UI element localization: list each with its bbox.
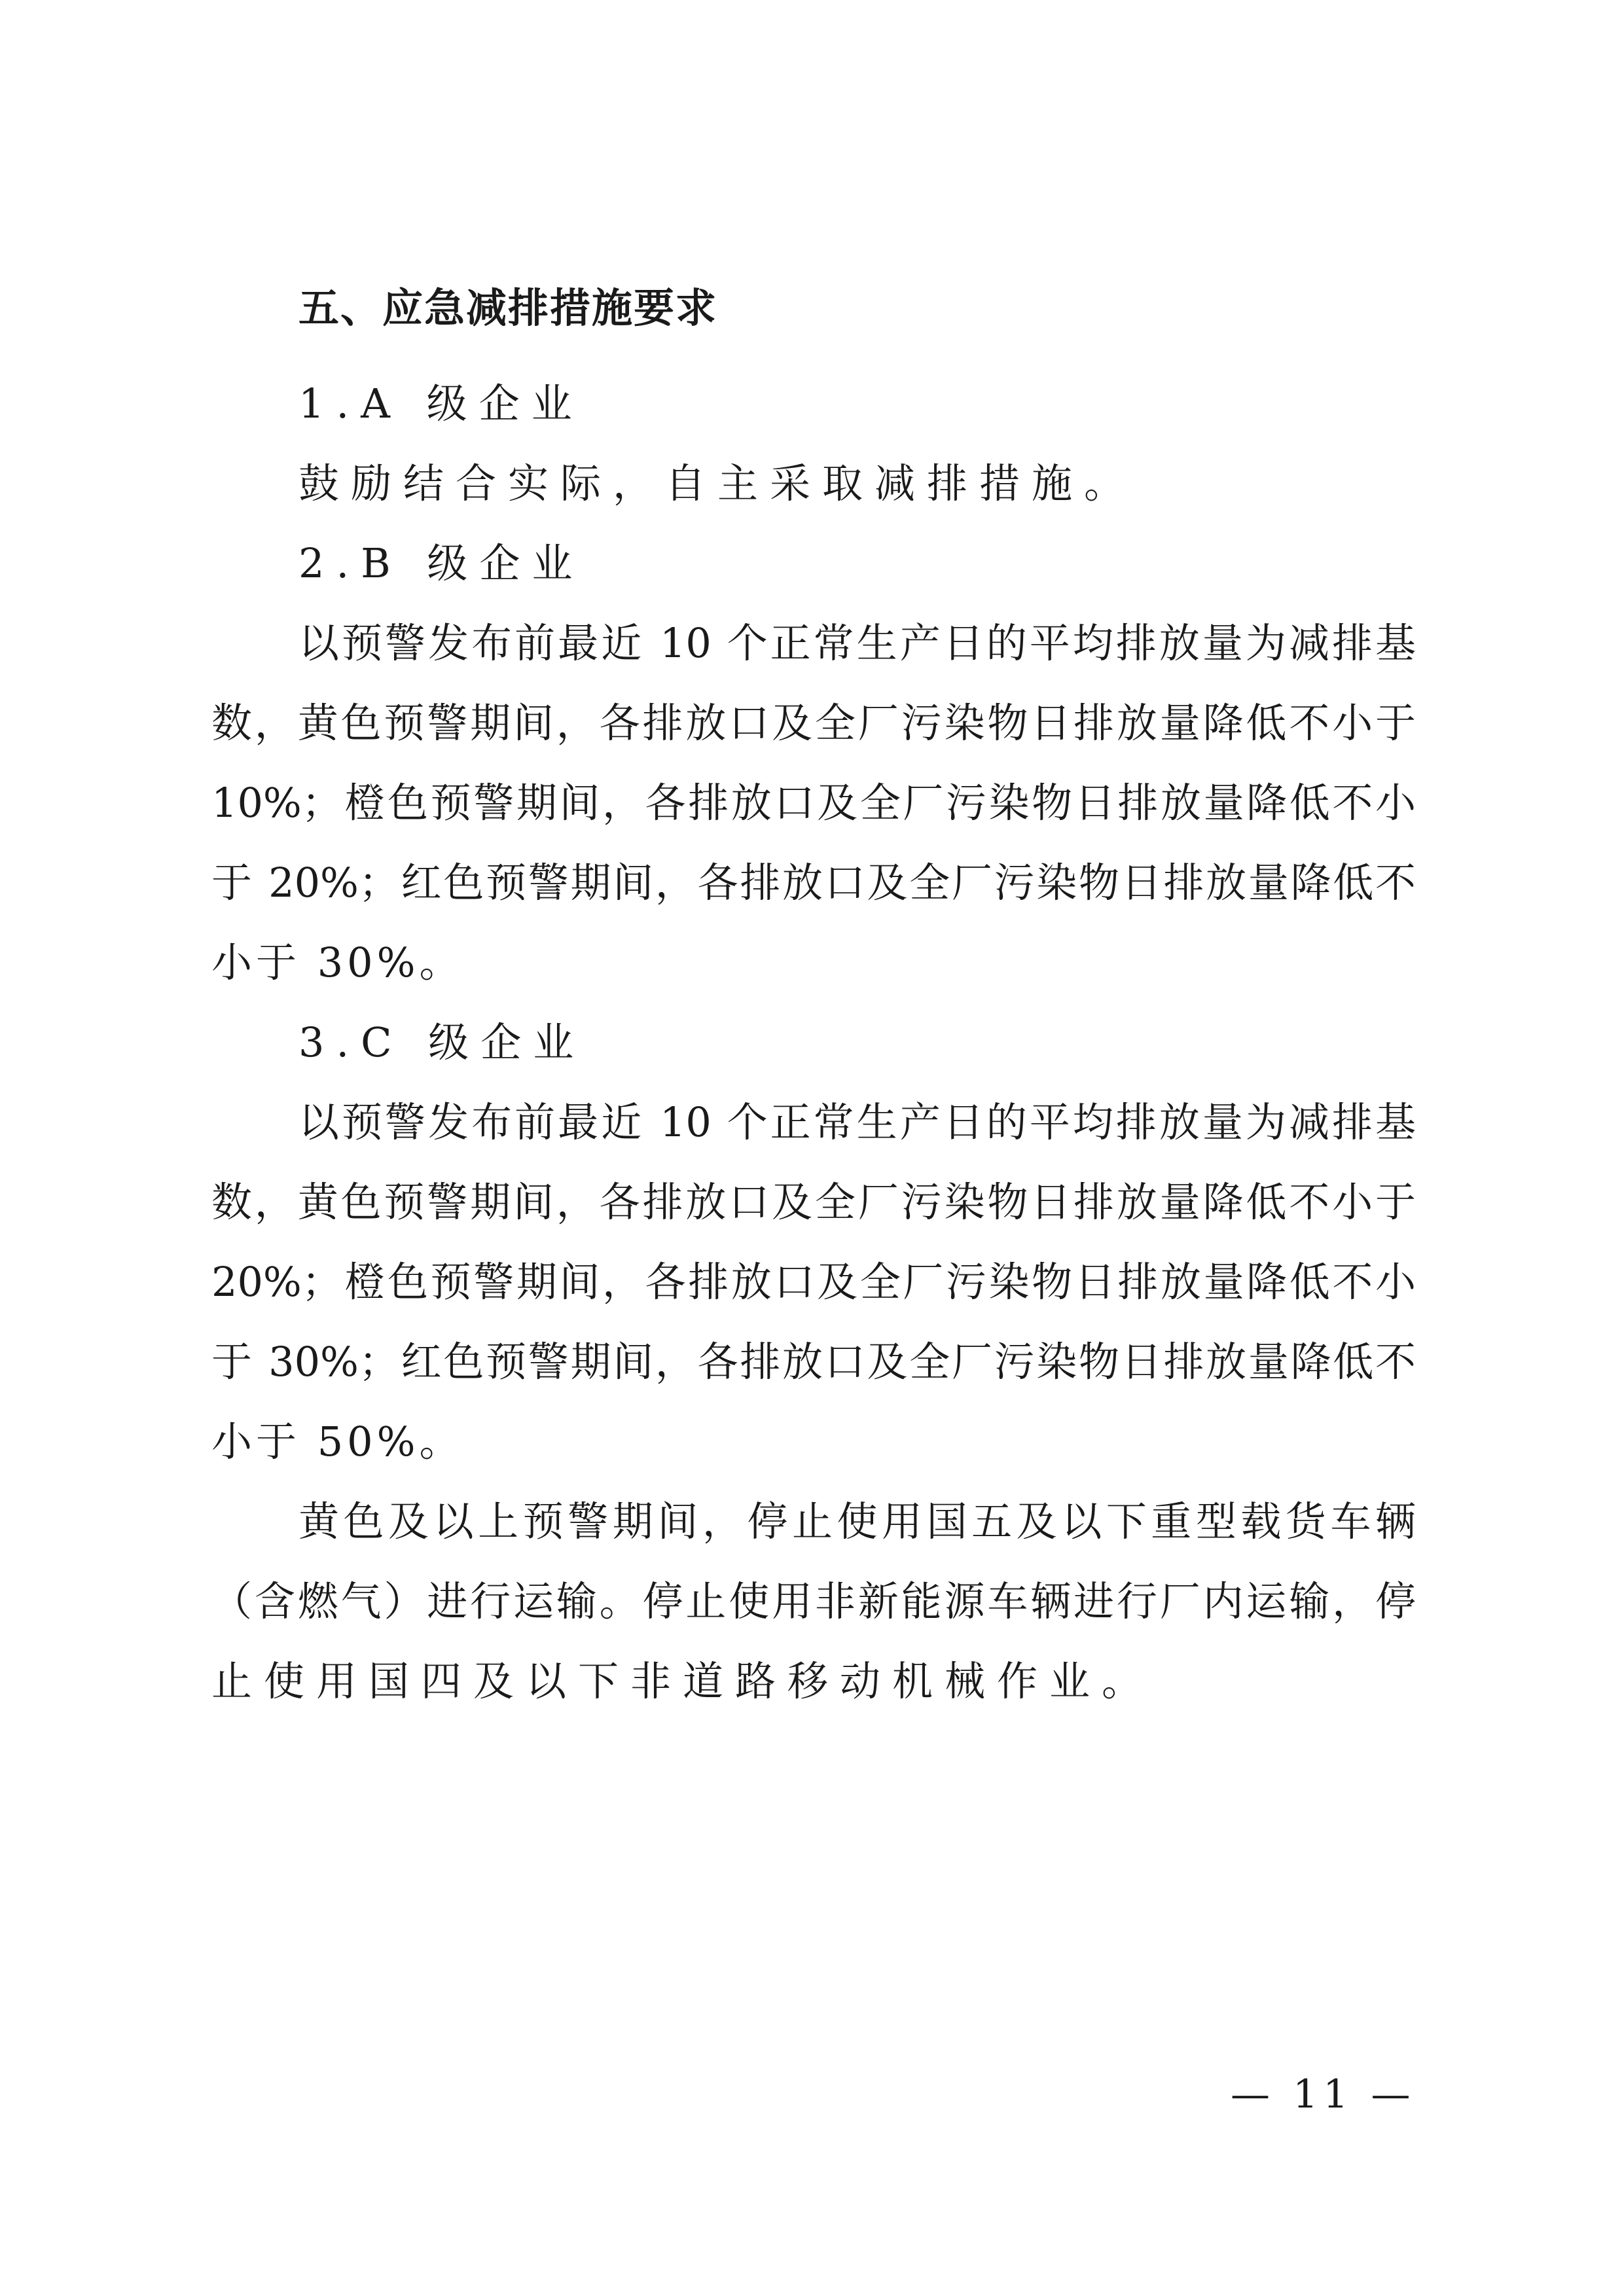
paragraph-line: 于 20%；红色预警期间，各排放口及全厂污染物日排放量降低不 xyxy=(211,859,1416,906)
paragraph-line: 于 30%；红色预警期间，各排放口及全厂污染物日排放量降低不 xyxy=(211,1338,1416,1386)
subsection-title-c: 3.C 级企业 xyxy=(298,1018,586,1066)
paragraph-line: 小于 30%。 xyxy=(211,939,464,986)
paragraph-line: 鼓励结合实际，自主采取减排措施。 xyxy=(298,459,1137,507)
paragraph-line: 小于 50%。 xyxy=(211,1418,464,1465)
paragraph-line: 数，黄色预警期间，各排放口及全厂污染物日排放量降低不小于 xyxy=(211,699,1416,747)
section-heading: 五、应急减排措施要求 xyxy=(298,284,718,332)
paragraph-line: 数，黄色预警期间，各排放口及全厂污染物日排放量降低不小于 xyxy=(211,1178,1416,1226)
paragraph-line: 以预警发布前最近 10 个正常生产日的平均排放量为减排基 xyxy=(298,619,1416,667)
paragraph-line: 20%；橙色预警期间，各排放口及全厂污染物日排放量降低不小 xyxy=(211,1258,1416,1306)
paragraph-line: 止使用国四及以下非道路移动机械作业。 xyxy=(211,1657,1155,1705)
paragraph-line: （含燃气）进行运输。停止使用非新能源车辆进行厂内运输，停 xyxy=(211,1577,1416,1625)
page-number: — 11 — xyxy=(1231,2072,1416,2117)
paragraph-line: 黄色及以上预警期间，停止使用国五及以下重型载货车辆 xyxy=(298,1498,1416,1545)
paragraph-line: 10%；橙色预警期间，各排放口及全厂污染物日排放量降低不小 xyxy=(211,779,1416,827)
subsection-title-a: 1.A 级企业 xyxy=(298,380,584,427)
paragraph-line: 以预警发布前最近 10 个正常生产日的平均排放量为减排基 xyxy=(298,1098,1416,1146)
subsection-title-b: 2.B 级企业 xyxy=(298,539,585,587)
